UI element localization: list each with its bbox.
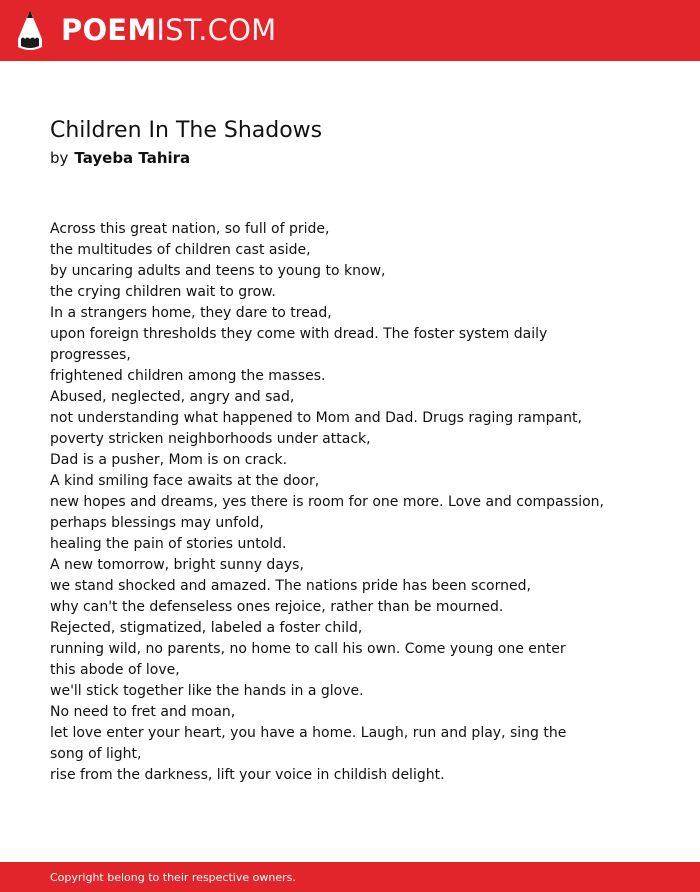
poem-line: perhaps blessings may unfold, — [50, 515, 264, 531]
poem-line: running wild, no parents, no home to call his own. Come young one enter — [50, 641, 566, 657]
poem-line: let love enter your heart, you have a home. Laugh, run and play, sing the — [50, 725, 567, 741]
poem-line: healing the pain of stories untold. — [50, 536, 287, 552]
site-header — [0, 0, 700, 61]
poem-line: upon foreign thresholds they come with dread. The foster system daily — [50, 326, 548, 342]
site-footer — [0, 862, 700, 892]
poem-line: the crying children wait to grow. — [50, 284, 276, 300]
logo-text-bold: POEM — [61, 13, 157, 47]
poem-line: poverty stricken neighborhoods under attack, — [50, 431, 371, 447]
poem-line: A kind smiling face awaits at the door, — [50, 473, 320, 489]
poem-line: frightened children among the masses. — [50, 368, 326, 384]
poem-line: we'll stick together like the hands in a glove. — [50, 683, 364, 699]
poem-line: why can't the defenseless ones rejoice, rather than be mourned. — [50, 599, 504, 615]
logo-text-light: IST.COM — [156, 13, 277, 47]
poem-line: Dad is a pusher, Mom is on crack. — [50, 452, 288, 468]
poem-line: rise from the darkness, lift your voice in childish delight. — [50, 767, 445, 783]
poem-line: A new tomorrow, bright sunny days, — [50, 557, 304, 573]
poem-line: we stand shocked and amazed. The nations pride has been scorned, — [50, 578, 531, 594]
poem-line: not understanding what happened to Mom and Dad. Drugs raging rampant, — [50, 410, 582, 426]
poem-line: this abode of love, — [50, 662, 180, 678]
poem-author: Tayeba Tahira — [74, 149, 191, 167]
poem-line: No need to fret and moan, — [50, 704, 236, 720]
poem-line: Abused, neglected, angry and sad, — [50, 389, 295, 405]
poem-byline — [50, 148, 190, 169]
logo-text — [61, 9, 276, 51]
poem-line: new hopes and dreams, yes there is room for one more. Love and compassion, — [50, 494, 605, 510]
by-label: by — [50, 149, 69, 167]
poem-line: the multitudes of children cast aside, — [50, 242, 311, 258]
poem-line: song of light, — [50, 746, 142, 762]
poem-title: Children In The Shadows — [50, 118, 323, 143]
poem-line: by uncaring adults and teens to young to know, — [50, 263, 386, 279]
poem-line: progresses, — [50, 347, 131, 363]
copyright-notice: Copyright belong to their respective owners. — [50, 871, 296, 884]
poem-line: Across this great nation, so full of pride, — [50, 221, 330, 237]
site-logo[interactable] — [17, 9, 276, 51]
poem-line: Rejected, stigmatized, labeled a foster child, — [50, 620, 363, 636]
pencil-tip-icon — [17, 9, 43, 51]
poem-line: In a strangers home, they dare to tread, — [50, 305, 332, 321]
poem-body — [50, 219, 650, 786]
